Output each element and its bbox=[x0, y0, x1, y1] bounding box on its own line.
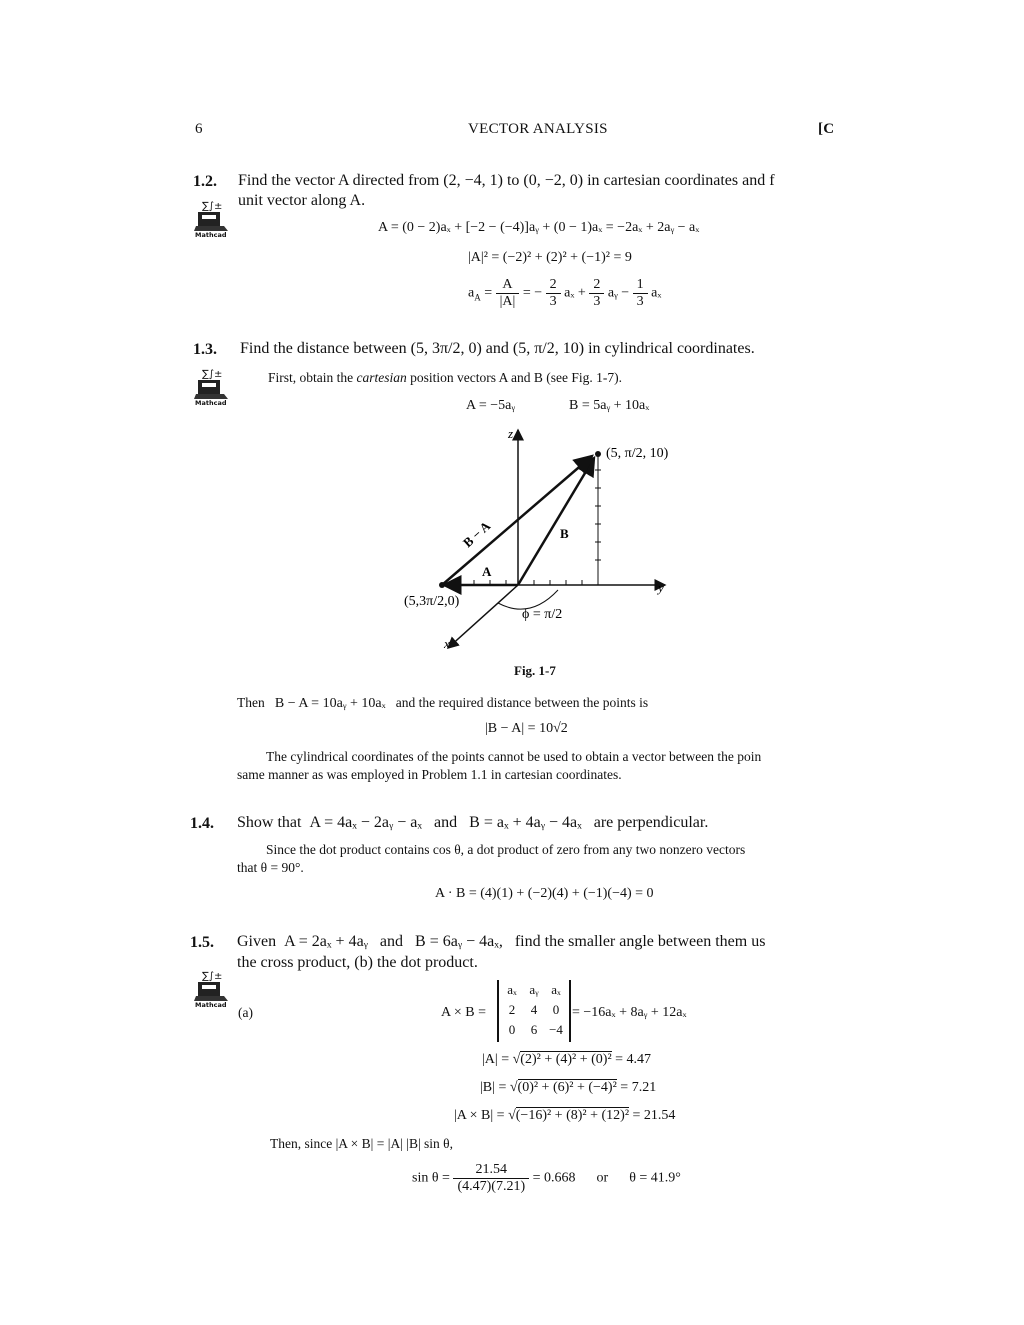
axis-y-label: y bbox=[658, 580, 664, 595]
axis-x-label: x bbox=[444, 636, 450, 651]
problem-1-4-dot-product: A · B = (4)(1) + (−2)(4) + (−1)(−4) = 0 bbox=[435, 886, 654, 901]
cross-product-lhs: A × B = bbox=[441, 1005, 486, 1020]
problem-1-2-statement-line2: unit vector along A. bbox=[238, 192, 366, 209]
cross-product-determinant bbox=[497, 980, 571, 1042]
angle-label: ϕ = π/2 bbox=[522, 607, 563, 622]
problem-1-5-statement-line1: Given A = 2aₓ + 4aᵧ and B = 6aᵧ − 4aₓ, find the smaller angle between them us bbox=[237, 933, 766, 950]
svg-text:Mathcad: Mathcad bbox=[195, 231, 227, 238]
point-top bbox=[595, 451, 601, 457]
page-number: 6 bbox=[195, 121, 203, 137]
matrix-cell: aᵧ bbox=[529, 982, 539, 997]
problem-1-2-eq-magnitude: |A|² = (−2)² + (2)² + (−1)² = 9 bbox=[468, 250, 632, 265]
chapter-tag: [C bbox=[818, 121, 835, 137]
problem-number-1-4: 1.4. bbox=[190, 815, 214, 832]
point-top-label: (5, π/2, 10) bbox=[606, 446, 669, 461]
cross-product-rhs: = −16aₓ + 8aᵧ + 12aₓ bbox=[572, 1005, 687, 1020]
magnitude-A-cross-B: |A × B| = √(−16)² + (8)² + (12)² = 21.54 bbox=[454, 1108, 676, 1123]
point-left bbox=[439, 582, 445, 588]
matrix-cell: −4 bbox=[549, 1022, 563, 1037]
running-title: VECTOR ANALYSIS bbox=[468, 121, 608, 137]
magnitude-B: |B| = √(0)² + (6)² + (−4)² = 7.21 bbox=[480, 1080, 657, 1095]
matrix-cell: 2 bbox=[508, 1002, 516, 1017]
problem-1-3-eq-B: B = 5aᵧ + 10aₓ bbox=[569, 398, 650, 413]
problem-1-3-note-line1: The cylindrical coordinates of the points cannot be used to obtain a vector between the poin bbox=[266, 749, 762, 764]
problem-number-1-3: 1.3. bbox=[193, 341, 217, 358]
vector-B-minus-A bbox=[442, 456, 592, 585]
vertical-guide bbox=[595, 454, 601, 585]
magnitude-A: |A| = √(2)² + (4)² + (0)² = 4.47 bbox=[482, 1052, 652, 1067]
vector-B bbox=[518, 458, 594, 585]
mathcad-icon bbox=[194, 368, 230, 406]
axis-z-label: z bbox=[508, 426, 514, 441]
svg-text:∑∫±: ∑∫± bbox=[202, 369, 223, 380]
matrix-cell: 6 bbox=[530, 1022, 538, 1037]
label-B: B bbox=[560, 526, 569, 541]
matrix-cell: aₓ bbox=[551, 982, 561, 997]
problem-1-3-note-line2: same manner as was employed in Problem 1.1 in cartesian coordinates. bbox=[237, 767, 622, 782]
problem-1-4-statement: Show that A = 4aₓ − 2aᵧ − aₓ and B = aₓ + 4aᵧ − 4aₓ are perpendicular. bbox=[237, 814, 709, 831]
matrix-cell: aₓ bbox=[507, 982, 517, 997]
problem-1-4-text-line2: that θ = 90°. bbox=[237, 860, 304, 875]
label-B-minus-A: B − A bbox=[459, 518, 494, 551]
mathcad-icon bbox=[194, 200, 230, 238]
sine-equation: sin θ = $\frac{21.54}{(4.47)(7.21)}$ = 0.668 or θ = 41.9° bbox=[412, 1162, 681, 1194]
matrix-cell: 4 bbox=[530, 1002, 538, 1017]
problem-1-3-eq-A: A = −5aᵧ bbox=[466, 398, 516, 413]
svg-text:Mathcad: Mathcad bbox=[195, 399, 227, 406]
problem-1-3-intro: First, obtain the cartesian position vectors A and B (see Fig. 1-7). bbox=[268, 370, 622, 385]
matrix-cell: 0 bbox=[552, 1002, 560, 1017]
point-left-label: (5,3π/2,0) bbox=[404, 594, 460, 609]
problem-1-5-part-a: (a) bbox=[238, 1005, 253, 1020]
svg-text:∑∫±: ∑∫± bbox=[202, 971, 223, 982]
problem-1-4-text-line1: Since the dot product contains cos θ, a dot product of zero from any two nonzero vectors bbox=[266, 842, 746, 857]
problem-number-1-2: 1.2. bbox=[193, 173, 217, 190]
svg-text:Mathcad: Mathcad bbox=[195, 1001, 227, 1008]
problem-1-5-then: Then, since |A × B| = |A| |B| sin θ, bbox=[270, 1136, 454, 1151]
figure-1-7 bbox=[380, 420, 700, 660]
problem-1-3-statement: Find the distance between (5, 3π/2, 0) and (5, π/2, 10) in cylindrical coordinates. bbox=[240, 340, 755, 357]
problem-1-2-eq-vector: A = (0 − 2)aₓ + [−2 − (−4)]aᵧ + (0 − 1)aₓ = −2aₓ + 2aᵧ − aₓ bbox=[378, 220, 700, 235]
matrix-cell: 0 bbox=[508, 1022, 516, 1037]
figure-caption: Fig. 1-7 bbox=[514, 663, 556, 678]
problem-1-3-then-line: Then B − A = 10aᵧ + 10aₓ and the required distance between the points is bbox=[237, 695, 649, 711]
svg-text:∑∫±: ∑∫± bbox=[202, 201, 223, 212]
label-A: A bbox=[482, 564, 492, 579]
problem-1-2-statement-line1: Find the vector A directed from (2, −4, 1) to (0, −2, 0) in cartesian coordinates and f bbox=[238, 172, 775, 189]
problem-number-1-5: 1.5. bbox=[190, 934, 214, 951]
mathcad-icon bbox=[194, 970, 230, 1008]
problem-1-3-distance: |B − A| = 10√2 bbox=[485, 721, 568, 736]
problem-1-2-eq-unit-vector: $a_A$ = $\frac{A}{|A|}$ = − $\frac{2}{3}$ aₓ + $\frac{2}{3}$ aᵧ − $\frac{1}{3}$ aₓ bbox=[468, 277, 662, 309]
problem-1-5-statement-line2: the cross product, (b) the dot product. bbox=[237, 954, 478, 971]
